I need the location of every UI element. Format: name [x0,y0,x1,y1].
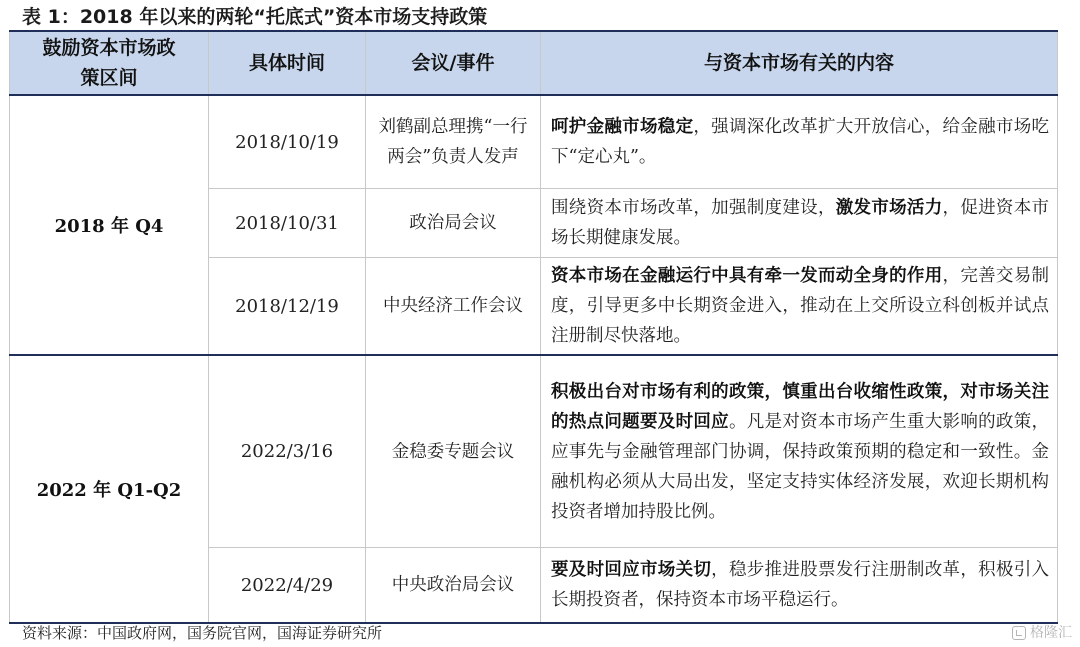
date-cell: 2018/10/19 [209,95,366,189]
content-text: ，完善交易制度，引导更多中长期资金进入，推动在上交所设立科创板并试点注册制尽快落地。 [551,266,1050,346]
watermark-text: 格隆汇 [1030,625,1072,641]
content-cell [541,95,1058,189]
content-text: ，稳步推进股票发行注册制改革，积极引入长期投资者，保持资本市场平稳运行。 [551,560,1050,610]
table-title: 表 1：2018 年以来的两轮“托底式”资本市场支持政策 [22,6,488,28]
date-cell: 2018/12/19 [209,258,366,356]
event-cell: 政治局会议 [366,189,541,258]
table-row [10,355,1058,548]
policy-table [9,30,1058,624]
source-note: 资料来源：中国政府网，国务院官网，国海证券研究所 [22,624,383,642]
watermark [1012,622,1072,644]
content-text: ，促进资本市场长期健康发展。 [551,198,1050,248]
content-highlight: 要及时回应市场关切 [551,560,712,580]
content-highlight: 资本市场在金融运行中具有牵一发而动全身的作用 [551,266,943,286]
header-event: 会议/事件 [366,31,541,95]
event-cell: 刘鹤副总理携“一行两会”负责人发声 [366,95,541,189]
date-cell: 2018/10/31 [209,189,366,258]
date-cell: 2022/3/16 [209,355,366,548]
content-highlight: 呵护金融市场稳定 [551,117,694,137]
event-cell: 金稳委专题会议 [366,355,541,548]
watermark-logo-icon [1012,626,1026,640]
content-text: 围绕资本市场改革，加强制度建设， [551,198,836,218]
content-cell [541,258,1058,356]
content-highlight: 激发市场活力 [835,198,943,218]
event-cell: 中央经济工作会议 [366,258,541,356]
content-cell [541,189,1058,258]
period-cell: 2022 年 Q1-Q2 [10,355,209,623]
content-highlight: 积极出台对市场有利的政策，慎重出台收缩性政策，对市场关注的热点问题要及时回应 [551,381,1049,432]
event-cell: 中央政治局会议 [366,548,541,624]
period-cell: 2018 年 Q4 [10,95,209,355]
header-content: 与资本市场有关的内容 [541,31,1058,95]
table-header-row [10,31,1058,95]
content-cell [541,355,1058,548]
content-cell [541,548,1058,624]
table-row [10,95,1058,189]
header-date: 具体时间 [209,31,366,95]
content-text: ，强调深化改革扩大开放信心，给金融市场吃下“定心丸”。 [551,117,1050,167]
content-text: 。凡是对资本市场产生重大影响的政策，应事先与金融管理部门协调，保持政策预期的稳定和一致性。金融机构必须从大局出发，坚定支持实体经济发展，欢迎长期机构投资者增加持股比例。 [551,411,1050,522]
header-period: 鼓励资本市场政策区间 [10,31,209,95]
date-cell: 2022/4/29 [209,548,366,624]
